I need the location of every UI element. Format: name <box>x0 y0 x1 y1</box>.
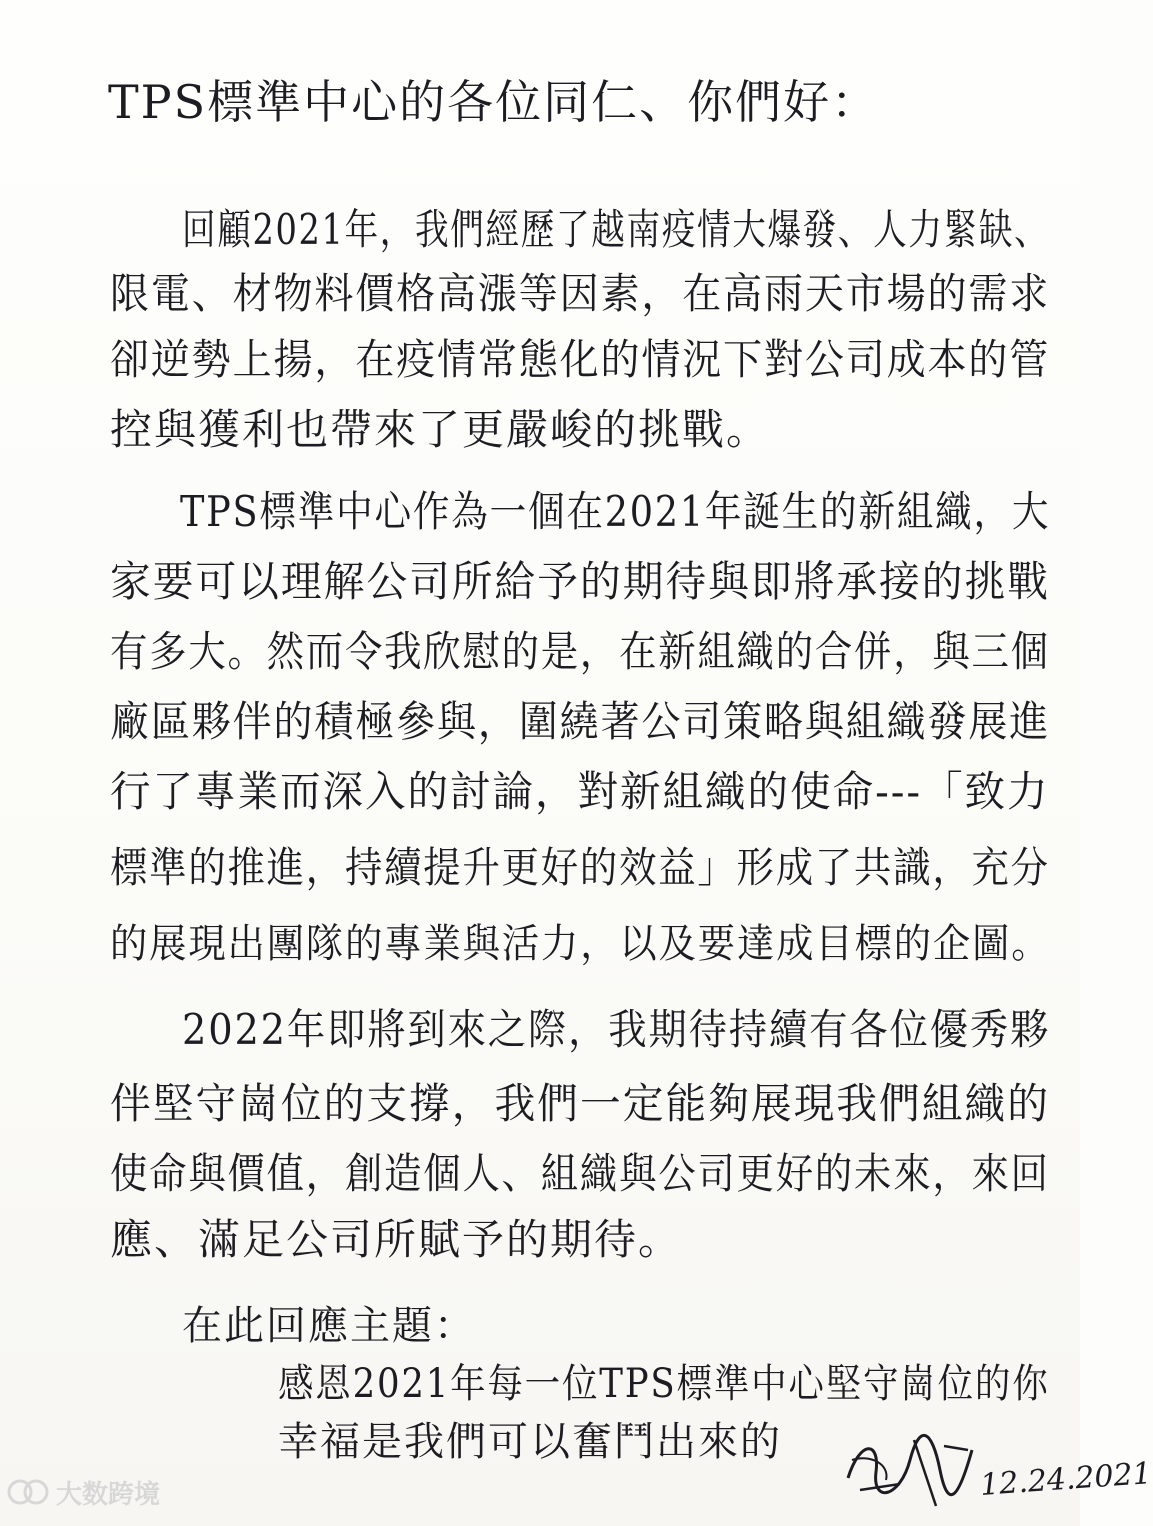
letter-line: 在此回應主題： <box>182 1303 476 1349</box>
letter-line: 家要可以理解公司所給予的期待與即將承接的挑戰 <box>110 557 1050 606</box>
letter-line: 標準的推進，持續提升更好的效益」形成了共識，充分 <box>110 843 1050 892</box>
letter-greeting: TPS標準中心的各位同仁、你們好： <box>108 75 880 129</box>
letter-line: 使命與價值，創造個人、組織與公司更好的未來，來回 <box>110 1149 1050 1198</box>
signature-scribble <box>840 1420 980 1510</box>
letter-line: 感恩2021年每一位TPS標準中心堅守崗位的你 <box>278 1361 1050 1407</box>
watermark-text: 大数跨境 <box>56 1479 161 1510</box>
watermark <box>6 1472 160 1512</box>
letter-line: 回顧2021年，我們經歷了越南疫情大爆發、人力緊缺、 <box>182 205 1050 254</box>
letter-line: 2022年即將到來之際，我期待持續有各位優秀夥 <box>182 1005 1051 1054</box>
letter-line: 限電、材物料價格高漲等因素，在高雨天市場的需求 <box>110 269 1051 318</box>
letter-line: 的展現出團隊的專業與活力，以及要達成目標的企圖。 <box>110 921 1051 967</box>
letter-line: 行了專業而深入的討論，對新組織的使命---「致力 <box>110 767 1050 816</box>
letter-line: 應、滿足公司所賦予的期待。 <box>110 1215 683 1264</box>
letter-line: TPS標準中心作為一個在2021年誕生的新組織，大 <box>180 487 1051 536</box>
letter-line: 幸福是我們可以奮鬥出來的 <box>278 1419 782 1465</box>
letter-line: 控與獲利也帶來了更嚴峻的挑戰。 <box>110 405 771 454</box>
signature <box>840 1420 1153 1510</box>
letter-line: 卻逆勢上揚，在疫情常態化的情況下對公司成本的管 <box>110 335 1051 384</box>
letter-line: 廠區夥伴的積極參與，圍繞著公司策略與組織發展進 <box>110 697 1051 746</box>
signature-date: 12.24.2021 <box>978 1456 1153 1503</box>
letter-line: 伴堅守崗位的支撐，我們一定能夠展現我們組織的 <box>110 1079 1050 1128</box>
watermark-logo-icon <box>6 1477 50 1507</box>
letter-line: 有多大。然而令我欣慰的是，在新組織的合併，與三個 <box>110 627 1050 676</box>
